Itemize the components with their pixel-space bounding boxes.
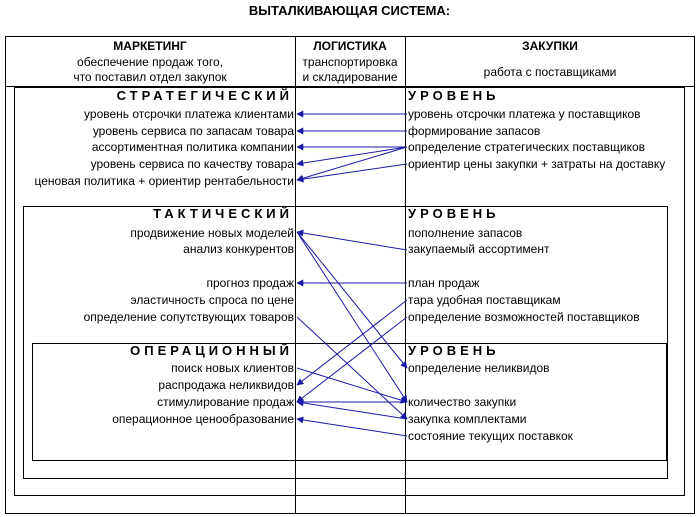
tactical-left-item: прогноз продаж xyxy=(206,276,294,290)
logistics-header: ЛОГИСТИКА xyxy=(313,39,387,53)
strategic-left-item: уровень сервиса по качеству товара xyxy=(90,157,294,171)
operational-right-item: закупка комплектами xyxy=(408,412,527,426)
tactical-right-item: определение возможностей поставщиков xyxy=(408,310,640,324)
arrow-line xyxy=(297,232,407,250)
logistics-desc-line1: транспортировка xyxy=(302,55,398,69)
tactical-level-word: УРОВЕНЬ xyxy=(408,206,500,221)
operational-left-item: стимулирование продаж xyxy=(157,395,294,409)
tactical-right-item: закупаемый ассортимент xyxy=(408,242,550,256)
purchasing-desc: работа с поставщиками xyxy=(483,65,617,79)
strategic-left-item: уровень отсрочки платежа клиентами xyxy=(84,107,294,121)
arrow-line xyxy=(297,300,407,385)
arrow-line xyxy=(297,317,407,419)
tactical-left-item: анализ конкурентов xyxy=(183,242,294,256)
marketing-desc-line2: что поставил отдел закупок xyxy=(73,70,227,84)
logistics-desc-line2: и складирование xyxy=(302,70,398,84)
strategic-right-item: определение стратегических поставщиков xyxy=(408,140,646,154)
strategic-right-item: формирование запасов xyxy=(408,124,541,138)
strategic-left-item: уровень сервиса по запасам товара xyxy=(92,124,294,138)
tactical-right-item: тара удобная поставщикам xyxy=(408,293,561,307)
strategic-level-word: УРОВЕНЬ xyxy=(408,88,500,103)
tactical-right-item: пополнение запасов xyxy=(408,226,523,240)
tactical-left-item: определение сопутствующих товаров xyxy=(83,310,294,324)
marketing-header: МАРКЕТИНГ xyxy=(113,39,187,53)
operational-level-word: УРОВЕНЬ xyxy=(408,343,500,358)
operational-level-title: ОПЕРАЦИОННЫЙ xyxy=(130,343,293,358)
tactical-level-title: ТАКТИЧЕСКИЙ xyxy=(153,206,293,221)
operational-left-item: поиск новых клиентов xyxy=(171,361,294,375)
arrow-line xyxy=(297,164,407,180)
arrow-line xyxy=(297,402,407,419)
arrow-line xyxy=(297,317,407,402)
operational-left-item: операционное ценообразование xyxy=(112,412,294,426)
strategic-right-item: ориентир цены закупки + затраты на доставку xyxy=(408,157,666,171)
tactical-right-item: план продаж xyxy=(408,276,480,290)
purchasing-header: ЗАКУПКИ xyxy=(522,39,578,53)
strategic-level-title: СТРАТЕГИЧЕСКИЙ xyxy=(116,88,293,103)
arrow-line xyxy=(297,232,407,368)
arrow-line xyxy=(297,368,407,402)
strategic-left-item: ассортиментная политика компании xyxy=(91,140,294,154)
tactical-left-item: эластичность спроса по цене xyxy=(130,293,294,307)
marketing-desc-line1: обеспечение продаж того, xyxy=(77,55,223,69)
arrow-line xyxy=(297,419,407,436)
diagram-title: ВЫТАЛКИВАЮЩАЯ СИСТЕМА: xyxy=(248,3,451,18)
operational-right-item: количество закупки xyxy=(408,395,517,409)
tactical-left-item: продвижение новых моделей xyxy=(130,226,294,240)
arrow-line xyxy=(297,147,407,164)
operational-right-item: состояние текущих поставкок xyxy=(408,429,573,443)
arrow-line xyxy=(297,232,407,402)
strategic-left-item: ценовая политика + ориентир рентабельности xyxy=(34,174,294,188)
operational-right-item: определение неликвидов xyxy=(408,361,550,375)
strategic-right-item: уровень отсрочки платежа у поставщиков xyxy=(408,107,641,121)
arrow-line xyxy=(297,147,407,180)
operational-left-item: распродажа неликвидов xyxy=(158,378,294,392)
